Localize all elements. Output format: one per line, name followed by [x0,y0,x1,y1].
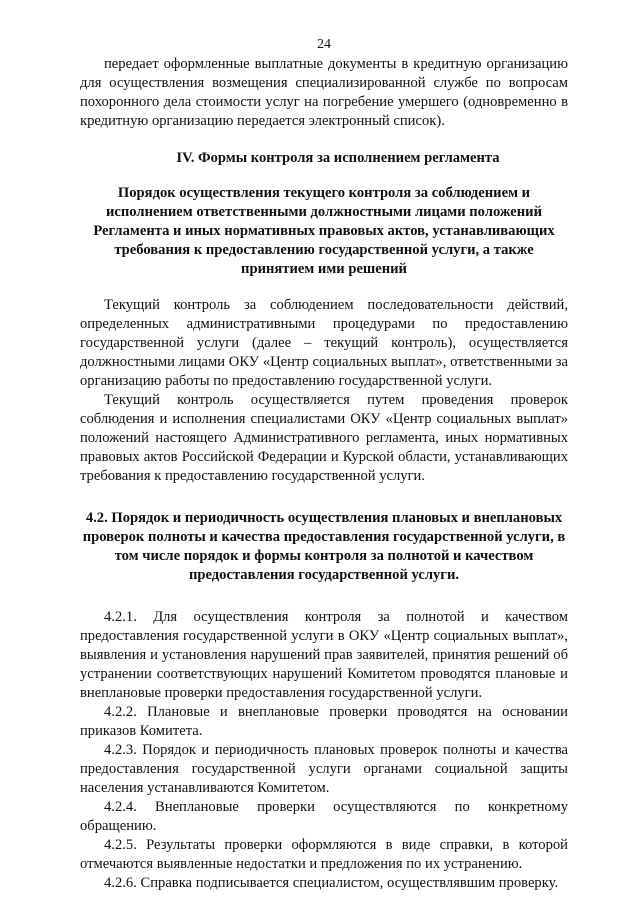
paragraph-4-2-1: 4.2.1. Для осуществления контроля за полнотой и качеством предоставления государственной услуги в ОКУ «Центр социальных выплат», выявления и установления нарушений прав заявителей, принятия решений об устранении соответствующих нарушений Комитетом проводятся плановые и внеплановые проверки предоставления государственной услуги. [80,609,568,701]
paragraph-current-control-2: Текущий контроль осуществляется путем проведения проверок соблюдения и исполнения специалистами ОКУ «Центр социальных выплат» положений настоящего Административного регламента, иных нормативных правовых актов Российской Федерации и Курской области, устанавливающих требования к предоставлению государственной услуги. [80,392,568,484]
section-title: IV. Формы контроля за исполнением регламента [176,150,500,166]
paragraph-4-2-4: 4.2.4. Внеплановые проверки осуществляются по конкретному обращению. [80,799,568,834]
paragraph-4-2-6: 4.2.6. Справка подписывается специалистом, осуществлявшим проверку. [104,875,559,891]
document-page [80,36,568,893]
subsection-heading-4-2: 4.2. Порядок и периодичность осуществления плановых и внеплановых проверок полноты и качества предоставления государственной услуги, в том числе порядок и формы контроля за полнотой и качеством предоставления государственной услуги. [82,510,566,583]
paragraph-4-2-5: 4.2.5. Результаты проверки оформляются в виде справки, в которой отмечаются выявленные недостатки и предложения по их устранению. [80,837,568,872]
spacer [80,279,568,296]
page-number: 24 [317,37,331,52]
spacer [80,585,568,608]
paragraph-4-2-3: 4.2.3. Порядок и периодичность плановых проверок полноты и качества предоставления государственной услуги органами социальной защиты населения устанавливаются Комитетом. [80,742,568,796]
subsection-heading-current-control: Порядок осуществления текущего контроля за соблюдением и исполнением ответственными должностными лицами положений Регламента и иных нормативных правовых актов, устанавливающих требования к предоставлению государственной услуги, а также принятием ими решений [93,185,555,277]
intro-paragraph: передает оформленные выплатные документы в кредитную организацию для осуществления возмещения специализированной службе по вопросам похоронного дела стоимости услуг на погребение умершего (одновременно в кредитную организацию передается электронный список). [80,56,568,129]
paragraph-current-control-1: Текущий контроль за соблюдением последовательности действий, определенных административными процедурами по предоставлению государственной услуги (далее – текущий контроль), осуществляется должностными лицами ОКУ «Центр социальных выплат», ответственными за организацию работы по предоставлению государственной услуги. [80,297,568,389]
paragraph-4-2-2: 4.2.2. Плановые и внеплановые проверки проводятся на основании приказов Комитета. [80,704,568,739]
spacer [80,486,568,509]
